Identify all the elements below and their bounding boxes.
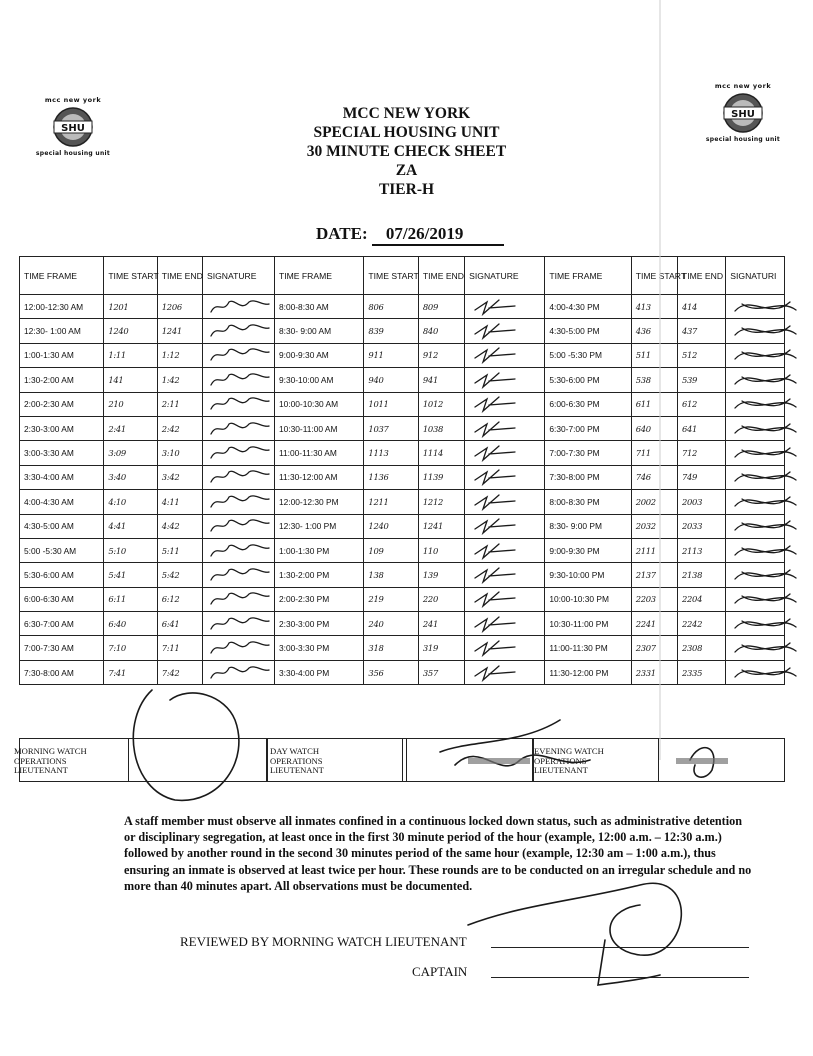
handwritten-time-cell: 1241	[157, 319, 202, 343]
time-frame-cell: 4:30-5:00 PM	[545, 319, 631, 343]
time-frame-cell: 5:00 -5:30 PM	[545, 343, 631, 367]
time-frame-cell: 9:30-10:00 PM	[545, 563, 631, 587]
evening-watch-label: EVENING WATCH OPERATIONS LIEUTENANT	[534, 746, 604, 776]
captain-signature-line	[491, 977, 749, 978]
handwritten-time-cell: 538	[631, 368, 677, 392]
signature-scribble	[469, 515, 537, 535]
handwritten-time-cell: 1012	[418, 392, 464, 416]
morning-signature-cell	[203, 538, 275, 562]
table-row	[20, 514, 785, 538]
time-frame-cell: 10:30-11:00 PM	[545, 612, 631, 636]
signature-scribble	[730, 418, 798, 438]
time-frame-cell: 6:30-7:00 AM	[20, 612, 104, 636]
handwritten-time-cell: 611	[631, 392, 677, 416]
column-header: TIME START	[104, 257, 157, 295]
handwritten-time-cell: 1037	[364, 416, 418, 440]
morning-signature-cell	[203, 490, 275, 514]
date-value: 07/26/2019	[372, 224, 504, 246]
title-line-3: 30 MINUTE CHECK SHEET	[306, 143, 507, 160]
handwritten-time-cell: 3:09	[104, 441, 157, 465]
signature-scribble	[730, 369, 798, 389]
table-row	[20, 392, 785, 416]
day-signature-cell	[465, 368, 545, 392]
handwritten-time-cell: 1240	[104, 319, 157, 343]
time-frame-cell: 2:30-3:00 AM	[20, 416, 104, 440]
signature-scribble	[207, 418, 275, 438]
signature-scribble	[730, 344, 798, 364]
evening-signature-cell	[726, 660, 785, 684]
table-row	[20, 490, 785, 514]
time-frame-cell: 1:00-1:30 AM	[20, 343, 104, 367]
time-frame-cell: 12:00-12:30 AM	[20, 295, 104, 319]
table-row	[20, 538, 785, 562]
handwritten-time-cell: 2:11	[157, 392, 202, 416]
reviewed-by-signature-line	[491, 947, 749, 948]
morning-signature-cell	[203, 295, 275, 319]
column-header: TIME FRAME	[545, 257, 631, 295]
signature-scribble	[730, 662, 798, 682]
time-frame-cell: 2:00-2:30 AM	[20, 392, 104, 416]
signature-scribble	[730, 393, 798, 413]
column-header: SIGNATURE	[203, 257, 275, 295]
time-frame-cell: 10:00-10:30 PM	[545, 587, 631, 611]
evening-signature-cell	[726, 490, 785, 514]
handwritten-time-cell: 2307	[631, 636, 677, 660]
time-frame-cell: 4:00-4:30 AM	[20, 490, 104, 514]
signature-scribble	[469, 296, 537, 316]
handwritten-time-cell: 6:41	[157, 612, 202, 636]
handwritten-time-cell: 6:11	[104, 587, 157, 611]
handwritten-time-cell: 2:41	[104, 416, 157, 440]
table-row	[20, 563, 785, 587]
handwritten-time-cell: 139	[418, 563, 464, 587]
day-signature-cell	[465, 295, 545, 319]
signature-scribble	[207, 564, 275, 584]
signature-scribble	[469, 393, 537, 413]
signature-scribble	[207, 393, 275, 413]
time-frame-cell: 1:30-2:00 PM	[274, 563, 363, 587]
time-frame-cell: 1:00-1:30 PM	[274, 538, 363, 562]
handwritten-time-cell: 5:11	[157, 538, 202, 562]
morning-signature-cell	[203, 416, 275, 440]
handwritten-time-cell: 4:42	[157, 514, 202, 538]
time-frame-cell: 3:30-4:00 AM	[20, 465, 104, 489]
handwritten-time-cell: 1114	[418, 441, 464, 465]
signature-scribble	[730, 466, 798, 486]
logo-top-text: mcc new york	[714, 82, 772, 90]
signature-scribble	[469, 442, 537, 462]
day-signature-cell	[465, 538, 545, 562]
signature-scribble	[469, 588, 537, 608]
handwritten-time-cell: 2:42	[157, 416, 202, 440]
signature-scribble	[730, 491, 798, 511]
day-signature-cell	[465, 343, 545, 367]
handwritten-time-cell: 5:10	[104, 538, 157, 562]
handwritten-time-cell: 413	[631, 295, 677, 319]
handwritten-time-cell: 1201	[104, 295, 157, 319]
table-row	[20, 416, 785, 440]
handwritten-time-cell: 6:12	[157, 587, 202, 611]
handwritten-time-cell: 1136	[364, 465, 418, 489]
handwritten-time-cell: 436	[631, 319, 677, 343]
handwritten-time-cell: 2033	[677, 514, 725, 538]
emblem-text: SHU	[731, 109, 755, 120]
signature-scribble	[469, 564, 537, 584]
signature-scribble	[469, 418, 537, 438]
handwritten-time-cell: 2203	[631, 587, 677, 611]
evening-signature-cell	[726, 636, 785, 660]
morning-signature-cell	[203, 343, 275, 367]
day-signature-cell	[465, 465, 545, 489]
handwritten-time-cell: 2241	[631, 612, 677, 636]
handwritten-time-cell: 5:41	[104, 563, 157, 587]
handwritten-time-cell: 711	[631, 441, 677, 465]
morning-signature-cell	[203, 612, 275, 636]
handwritten-time-cell: 2138	[677, 563, 725, 587]
time-frame-cell: 5:30-6:00 PM	[545, 368, 631, 392]
date-label: DATE:	[316, 224, 368, 243]
signature-scribble	[207, 491, 275, 511]
column-header: TIME FRAME	[274, 257, 363, 295]
day-signature-cell	[465, 636, 545, 660]
evening-signature-cell	[726, 587, 785, 611]
handwritten-time-cell: 1139	[418, 465, 464, 489]
time-frame-cell: 12:30- 1:00 PM	[274, 514, 363, 538]
day-watch-box	[267, 738, 533, 782]
handwritten-time-cell: 7:41	[104, 660, 157, 684]
morning-signature-cell	[203, 392, 275, 416]
title-line-5: TIER-H	[378, 181, 435, 198]
evening-signature-cell	[726, 295, 785, 319]
handwritten-time-cell: 1:42	[157, 368, 202, 392]
morning-watch-label: MORNING WATCH OPERATIONS LIEUTENANT	[14, 746, 87, 776]
signature-scribble	[469, 344, 537, 364]
morning-signature-cell	[203, 660, 275, 684]
signature-scribble	[730, 564, 798, 584]
day-signature-cell	[465, 490, 545, 514]
time-frame-cell: 9:00-9:30 AM	[274, 343, 363, 367]
handwritten-time-cell: 7:11	[157, 636, 202, 660]
handwritten-time-cell: 511	[631, 343, 677, 367]
handwritten-time-cell: 6:40	[104, 612, 157, 636]
handwritten-time-cell: 512	[677, 343, 725, 367]
table-row	[20, 295, 785, 319]
handwritten-time-cell: 1:11	[104, 343, 157, 367]
handwritten-time-cell: 1:12	[157, 343, 202, 367]
signature-scribble	[469, 662, 537, 682]
title-line-4: ZA	[395, 162, 418, 179]
time-frame-cell: 4:00-4:30 PM	[545, 295, 631, 319]
morning-signature-cell	[203, 441, 275, 465]
evening-watch-box	[533, 738, 785, 782]
time-frame-cell: 3:30-4:00 PM	[274, 660, 363, 684]
handwritten-time-cell: 1212	[418, 490, 464, 514]
signature-scribble	[469, 540, 537, 560]
signature-scribble	[207, 320, 275, 340]
signature-scribble	[207, 637, 275, 657]
evening-signature-cell	[726, 319, 785, 343]
column-header: TIME END	[418, 257, 464, 295]
reviewer-signature	[468, 883, 681, 985]
handwritten-time-cell: 2002	[631, 490, 677, 514]
day-signature-cell	[465, 587, 545, 611]
handwritten-time-cell: 220	[418, 587, 464, 611]
handwritten-time-cell: 941	[418, 368, 464, 392]
handwritten-time-cell: 2032	[631, 514, 677, 538]
column-header: TIME FRAME	[20, 257, 104, 295]
time-frame-cell: 6:00-6:30 AM	[20, 587, 104, 611]
day-signature-cell	[465, 660, 545, 684]
evening-signature-cell	[726, 563, 785, 587]
day-signature-cell	[465, 319, 545, 343]
handwritten-time-cell: 356	[364, 660, 418, 684]
handwritten-time-cell: 809	[418, 295, 464, 319]
signature-scribble	[730, 515, 798, 535]
signature-scribble	[469, 491, 537, 511]
handwritten-time-cell: 3:40	[104, 465, 157, 489]
morning-signature-cell	[203, 319, 275, 343]
day-watch-label: DAY WATCH OPERATIONS LIEUTENANT	[270, 746, 324, 776]
time-frame-cell: 6:00-6:30 PM	[545, 392, 631, 416]
handwritten-time-cell: 4:10	[104, 490, 157, 514]
handwritten-time-cell: 210	[104, 392, 157, 416]
evening-signature-cell	[726, 392, 785, 416]
handwritten-time-cell: 7:42	[157, 660, 202, 684]
handwritten-time-cell: 2137	[631, 563, 677, 587]
table-row	[20, 368, 785, 392]
table-row	[20, 343, 785, 367]
time-frame-cell: 7:30-8:00 PM	[545, 465, 631, 489]
signature-scribble	[469, 320, 537, 340]
handwritten-time-cell: 612	[677, 392, 725, 416]
signature-scribble	[730, 613, 798, 633]
time-frame-cell: 6:30-7:00 PM	[545, 416, 631, 440]
time-frame-cell: 9:30-10:00 AM	[274, 368, 363, 392]
evening-signature-cell	[726, 416, 785, 440]
column-header: SIGNATURE	[465, 257, 545, 295]
logo-top-text: mcc new york	[44, 96, 102, 104]
time-frame-cell: 8:30- 9:00 AM	[274, 319, 363, 343]
handwritten-time-cell: 2335	[677, 660, 725, 684]
time-frame-cell: 11:00-11:30 PM	[545, 636, 631, 660]
table-row	[20, 636, 785, 660]
handwritten-time-cell: 2111	[631, 538, 677, 562]
morning-signature-cell	[203, 587, 275, 611]
handwritten-time-cell: 840	[418, 319, 464, 343]
time-frame-cell: 11:30-12:00 AM	[274, 465, 363, 489]
signature-scribble	[207, 369, 275, 389]
morning-signature-cell	[203, 563, 275, 587]
handwritten-time-cell: 712	[677, 441, 725, 465]
handwritten-time-cell: 839	[364, 319, 418, 343]
signature-scribble	[207, 515, 275, 535]
signature-scribble	[469, 637, 537, 657]
reviewed-by-label: REVIEWED BY MORNING WATCH LIEUTENANT	[180, 934, 467, 949]
handwritten-time-cell: 640	[631, 416, 677, 440]
time-frame-cell: 9:00-9:30 PM	[545, 538, 631, 562]
morning-signature-cell	[203, 514, 275, 538]
signature-scribble	[207, 296, 275, 316]
day-signature-cell	[465, 563, 545, 587]
time-frame-cell: 8:00-8:30 PM	[545, 490, 631, 514]
evening-signature-cell	[726, 368, 785, 392]
evening-signature-cell	[726, 441, 785, 465]
signature-scribble	[730, 296, 798, 316]
handwritten-time-cell: 110	[418, 538, 464, 562]
evening-signature-cell	[726, 514, 785, 538]
handwritten-time-cell: 746	[631, 465, 677, 489]
signature-scribble	[207, 442, 275, 462]
handwritten-time-cell: 2113	[677, 538, 725, 562]
handwritten-time-cell: 5:42	[157, 563, 202, 587]
handwritten-time-cell: 138	[364, 563, 418, 587]
column-header: TIME END	[677, 257, 725, 295]
handwritten-time-cell: 912	[418, 343, 464, 367]
time-frame-cell: 10:00-10:30 AM	[274, 392, 363, 416]
evening-signature-cell	[726, 538, 785, 562]
time-frame-cell: 5:00 -5:30 AM	[20, 538, 104, 562]
time-frame-cell: 10:30-11:00 AM	[274, 416, 363, 440]
signature-scribble	[469, 613, 537, 633]
title-line-1: MCC NEW YORK	[342, 105, 471, 122]
handwritten-time-cell: 2003	[677, 490, 725, 514]
handwritten-time-cell: 319	[418, 636, 464, 660]
table-row	[20, 587, 785, 611]
handwritten-time-cell: 4:41	[104, 514, 157, 538]
table-row	[20, 660, 785, 684]
check-table	[19, 256, 785, 685]
column-header: TIME END	[157, 257, 202, 295]
day-signature-cell	[465, 514, 545, 538]
handwritten-time-cell: 539	[677, 368, 725, 392]
time-frame-cell: 8:30- 9:00 PM	[545, 514, 631, 538]
handwritten-time-cell: 2204	[677, 587, 725, 611]
handwritten-time-cell: 3:42	[157, 465, 202, 489]
time-frame-cell: 12:00-12:30 PM	[274, 490, 363, 514]
handwritten-time-cell: 241	[418, 612, 464, 636]
handwritten-time-cell: 3:10	[157, 441, 202, 465]
handwritten-time-cell: 2242	[677, 612, 725, 636]
signature-scribble	[207, 344, 275, 364]
table-row	[20, 465, 785, 489]
signature-scribble	[730, 588, 798, 608]
handwritten-time-cell: 240	[364, 612, 418, 636]
handwritten-time-cell: 1011	[364, 392, 418, 416]
morning-signature-cell	[203, 368, 275, 392]
handwritten-time-cell: 437	[677, 319, 725, 343]
handwritten-time-cell: 7:10	[104, 636, 157, 660]
signature-scribble	[469, 369, 537, 389]
handwritten-time-cell: 219	[364, 587, 418, 611]
time-frame-cell: 4:30-5:00 AM	[20, 514, 104, 538]
emblem-text: SHU	[61, 123, 85, 134]
time-frame-cell: 2:00-2:30 PM	[274, 587, 363, 611]
handwritten-time-cell: 414	[677, 295, 725, 319]
table-row	[20, 319, 785, 343]
day-signature-cell	[465, 441, 545, 465]
table-row	[20, 441, 785, 465]
handwritten-time-cell: 2331	[631, 660, 677, 684]
time-frame-cell: 11:30-12:00 PM	[545, 660, 631, 684]
time-frame-cell: 7:00-7:30 AM	[20, 636, 104, 660]
handwritten-time-cell: 806	[364, 295, 418, 319]
signature-scribble	[469, 466, 537, 486]
evening-signature-cell	[726, 465, 785, 489]
signature-scribble	[207, 466, 275, 486]
signature-scribble	[207, 588, 275, 608]
handwritten-time-cell: 357	[418, 660, 464, 684]
handwritten-time-cell: 1241	[418, 514, 464, 538]
handwritten-time-cell: 1211	[364, 490, 418, 514]
morning-signature-cell	[203, 636, 275, 660]
day-signature-cell	[465, 612, 545, 636]
signature-scribble	[730, 442, 798, 462]
handwritten-time-cell: 318	[364, 636, 418, 660]
time-frame-cell: 5:30-6:00 AM	[20, 563, 104, 587]
watch-signoff-row	[14, 738, 785, 782]
signature-scribble	[730, 540, 798, 560]
time-frame-cell: 3:00-3:30 PM	[274, 636, 363, 660]
morning-watch-box	[14, 738, 267, 782]
time-frame-cell: 12:30- 1:00 AM	[20, 319, 104, 343]
day-signature-cell	[465, 392, 545, 416]
column-header: TIME START	[364, 257, 418, 295]
handwritten-time-cell: 141	[104, 368, 157, 392]
handwritten-time-cell: 1038	[418, 416, 464, 440]
time-frame-cell: 2:30-3:00 PM	[274, 612, 363, 636]
handwritten-time-cell: 4:11	[157, 490, 202, 514]
handwritten-time-cell: 641	[677, 416, 725, 440]
signature-scribble	[207, 662, 275, 682]
handwritten-time-cell: 1206	[157, 295, 202, 319]
column-header: SIGNATURI	[726, 257, 785, 295]
column-header: TIME START	[631, 257, 677, 295]
title-line-2: SPECIAL HOUSING UNIT	[313, 124, 500, 141]
logo-bottom-text: special housing unit	[35, 150, 111, 157]
handwritten-time-cell: 1240	[364, 514, 418, 538]
document-title	[0, 104, 813, 199]
table-header-row	[20, 257, 785, 295]
day-signature-cell	[465, 416, 545, 440]
signature-scribble	[730, 637, 798, 657]
time-frame-cell: 1:30-2:00 AM	[20, 368, 104, 392]
handwritten-time-cell: 749	[677, 465, 725, 489]
handwritten-time-cell: 1113	[364, 441, 418, 465]
handwritten-time-cell: 109	[364, 538, 418, 562]
signature-scribble	[730, 320, 798, 340]
captain-label: CAPTAIN	[412, 964, 468, 979]
handwritten-time-cell: 911	[364, 343, 418, 367]
table-row	[20, 612, 785, 636]
instructions-paragraph: A staff member must observe all inmates confined in a continuous locked down status, such as administrative detention or disciplinary segregation, at least once in the first 30 minute period of the hour (example, 12:00 a.m. – 12:30 a.m.) followed by another round in the second 30 minutes period of the same hour (example, 12:30 am – 1:00 a.m.), thus ensuring an inmate is observed at least twice per hour. These rounds are to be conducted on an irregular schedule and no more than 40 minutes apart. All observations must be documented.	[124, 814, 752, 893]
time-frame-cell: 3:00-3:30 AM	[20, 441, 104, 465]
evening-signature-cell	[726, 612, 785, 636]
date-row	[316, 224, 504, 246]
time-frame-cell: 11:00-11:30 AM	[274, 441, 363, 465]
time-frame-cell: 7:30-8:00 AM	[20, 660, 104, 684]
morning-signature-cell	[203, 465, 275, 489]
time-frame-cell: 8:00-8:30 AM	[274, 295, 363, 319]
handwritten-time-cell: 2308	[677, 636, 725, 660]
handwritten-time-cell: 940	[364, 368, 418, 392]
signature-scribble	[207, 613, 275, 633]
time-frame-cell: 7:00-7:30 PM	[545, 441, 631, 465]
logo-bottom-text: special housing unit	[705, 136, 781, 143]
signature-scribble	[207, 540, 275, 560]
evening-signature-cell	[726, 343, 785, 367]
